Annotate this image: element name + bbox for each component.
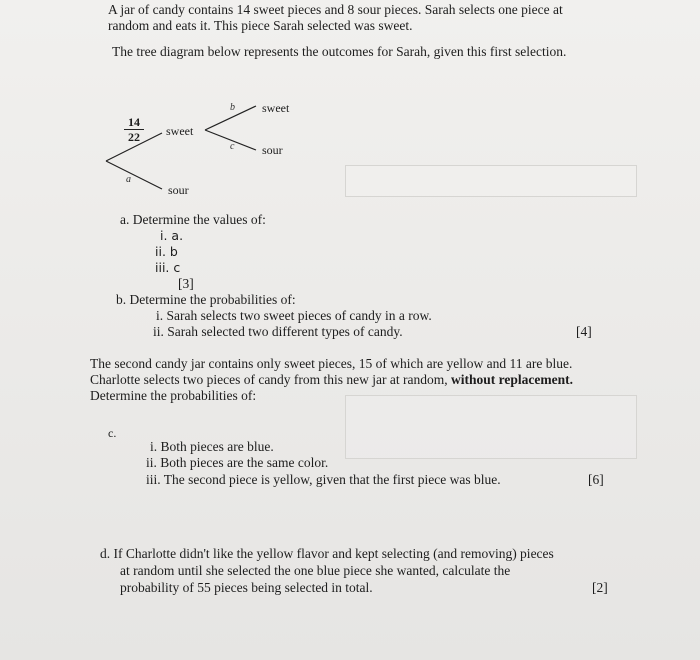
part-c-marks: [6]	[588, 472, 604, 487]
second-jar-line-1: The second candy jar contains only sweet pieces, 15 of which are yellow and 11 are blue.	[90, 356, 573, 371]
part-c-item-ii: ii. Both pieces are the same color.	[146, 455, 329, 470]
part-a-item-iii: iii. c	[155, 260, 181, 275]
part-d-marks: [2]	[592, 580, 608, 595]
part-a-item-i: i. a.	[160, 228, 184, 243]
part-a-heading: a. Determine the values of:	[120, 212, 266, 227]
fraction-denominator: 22	[128, 130, 140, 144]
without-replacement-bold: without replacement.	[451, 372, 573, 387]
part-b-marks: [4]	[576, 324, 592, 339]
part-c-item-iii: iii. The second piece is yellow, given that the first piece was blue.	[146, 472, 501, 487]
second-jar-line-2	[90, 372, 573, 388]
node-first-sweet: sweet	[166, 124, 194, 138]
part-c-label: c.	[108, 426, 117, 440]
part-a-marks: [3]	[178, 276, 194, 291]
second-jar-line-3: Determine the probabilities of:	[90, 388, 257, 403]
part-d-line-1: d. If Charlotte didn't like the yellow flavor and kept selecting (and removing) pieces	[100, 546, 554, 561]
label-a: a	[126, 174, 131, 185]
node-second-sweet: sweet	[262, 101, 290, 115]
part-d-line-2: at random until she selected the one blue piece she wanted, calculate the	[120, 563, 511, 578]
label-c: c	[230, 141, 235, 152]
intro-line-1: A jar of candy contains 14 sweet pieces and 8 sour pieces. Sarah selects one piece at	[108, 2, 563, 17]
probability-fraction	[124, 116, 144, 143]
part-b-heading: b. Determine the probabilities of:	[116, 292, 296, 307]
part-d-line-3: probability of 55 pieces being selected in total.	[120, 580, 373, 595]
node-second-sour: sour	[262, 143, 283, 157]
label-b: b	[230, 102, 235, 113]
branch-first-sour	[106, 161, 162, 189]
part-a-item-ii: ii. b	[155, 244, 178, 259]
node-first-sour: sour	[168, 183, 189, 197]
intro-line-3: The tree diagram below represents the outcomes for Sarah, given this first selection.	[112, 44, 567, 59]
intro-line-2: random and eats it. This piece Sarah selected was sweet.	[108, 18, 413, 33]
part-b-item-i: i. Sarah selects two sweet pieces of candy in a row.	[156, 308, 432, 323]
part-b-item-ii: ii. Sarah selected two different types of candy.	[153, 324, 403, 339]
part-c-item-i: i. Both pieces are blue.	[150, 439, 274, 454]
fraction-numerator: 14	[128, 115, 140, 129]
second-jar-line-2-text: Charlotte selects two pieces of candy from this new jar at random,	[90, 372, 452, 387]
